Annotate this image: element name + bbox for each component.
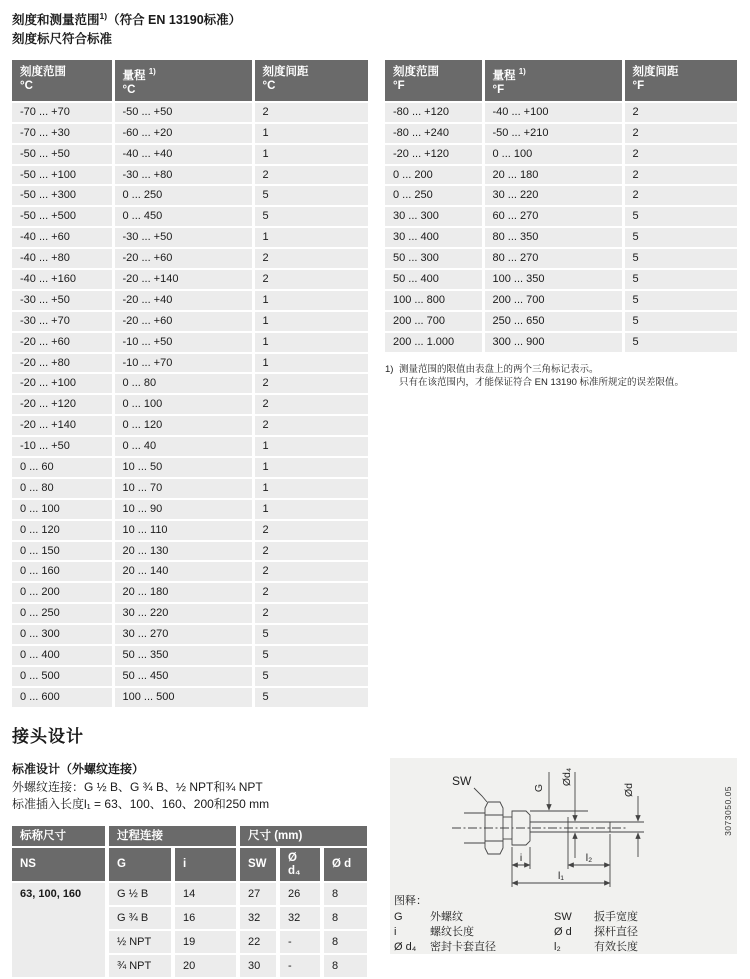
- footnote: [385, 363, 740, 389]
- table-row: [12, 582, 368, 603]
- table-row: [385, 165, 737, 186]
- table-cell: 20 ... 130: [113, 541, 253, 562]
- title-line-2: 刻度标尺符合标准: [12, 32, 113, 47]
- table-cell: 0 ... 250: [113, 185, 253, 206]
- table-cell: 2: [253, 394, 368, 415]
- legend-left-column: [394, 910, 554, 955]
- table-cell: 200 ... 700: [483, 290, 623, 311]
- table-cell: 0 ... 60: [12, 457, 113, 478]
- table-cell: 100 ... 800: [385, 290, 483, 311]
- col-header-ns: NS: [12, 847, 107, 882]
- table-cell: 2: [253, 269, 368, 290]
- table-cell: -20 ... +120: [12, 394, 113, 415]
- table-cell: 30 ... 220: [483, 185, 623, 206]
- table-cell: -50 ... +50: [113, 102, 253, 123]
- table-cell: 0 ... 120: [113, 415, 253, 436]
- table-cell: 1: [253, 332, 368, 353]
- table-cell: -70 ... +30: [12, 123, 113, 144]
- connection-length-line: 标准插入长度l₁ = 63、100、160、200和250 mm: [12, 797, 270, 811]
- connection-thread-line: 外螺纹连接：G ½ B、G ¾ B、½ NPT和¾ NPT: [12, 779, 263, 794]
- table-cell: -50 ... +300: [12, 185, 113, 206]
- table-cell: -50 ... +500: [12, 206, 113, 227]
- table-cell: 50 ... 400: [385, 269, 483, 290]
- table-cell: -20 ... +140: [113, 269, 253, 290]
- table-row: [12, 123, 368, 144]
- table-cell: 0 ... 120: [12, 520, 113, 541]
- table-row: [385, 290, 737, 311]
- legend-definition: 螺纹长度: [430, 926, 474, 938]
- table-cell: 5: [623, 269, 737, 290]
- title-line-1: [12, 7, 241, 30]
- table-cell: 5: [253, 666, 368, 687]
- table-cell: -10 ... +50: [113, 332, 253, 353]
- table-cell: 2: [623, 185, 737, 206]
- table-cell: 2: [253, 520, 368, 541]
- table-cell: 19: [173, 930, 238, 954]
- table-cell: -40 ... +80: [12, 248, 113, 269]
- table-cell: ½ NPT: [107, 930, 173, 954]
- legend-term: G: [394, 911, 403, 923]
- table-row: [12, 561, 368, 582]
- table-cell: 80 ... 350: [483, 227, 623, 248]
- table-cell: 5: [623, 227, 737, 248]
- table-row: [12, 520, 368, 541]
- table-cell: 0 ... 600: [12, 687, 113, 708]
- table-row: [12, 206, 368, 227]
- col-header-i: i: [173, 847, 238, 882]
- table-cell: 2: [253, 415, 368, 436]
- table-cell: 2: [253, 582, 368, 603]
- table-cell: 5: [253, 645, 368, 666]
- table-cell: 0 ... 250: [12, 603, 113, 624]
- table-cell: -30 ... +50: [113, 227, 253, 248]
- legend-right-column: [554, 910, 638, 955]
- table-cell: -60 ... +20: [113, 123, 253, 144]
- table-row: [385, 332, 737, 353]
- table-cell: 2: [253, 561, 368, 582]
- table-row: [12, 165, 368, 186]
- legend-term: l₂: [554, 941, 561, 953]
- table-cell: 2: [623, 144, 737, 165]
- table-cell: 30 ... 220: [113, 603, 253, 624]
- table-cell: 50 ... 450: [113, 666, 253, 687]
- page-title: [12, 7, 241, 49]
- table-row: [12, 290, 368, 311]
- footnote-text: [399, 363, 684, 389]
- table-cell: 20: [173, 954, 238, 978]
- table-row: [12, 541, 368, 562]
- table-cell: 5: [623, 248, 737, 269]
- table-cell: 5: [253, 185, 368, 206]
- table-cell: 0 ... 400: [12, 645, 113, 666]
- table-cell: 1: [253, 290, 368, 311]
- legend-term: Ø d₄: [394, 941, 417, 953]
- table-cell: 1: [253, 144, 368, 165]
- table-row: [12, 353, 368, 374]
- table-cell: 5: [253, 687, 368, 708]
- legend-term: SW: [554, 911, 572, 923]
- table-row: [385, 123, 737, 144]
- technical-drawing-panel: [390, 758, 737, 954]
- table-cell: -40 ... +160: [12, 269, 113, 290]
- table-cell: 0 ... 100: [113, 394, 253, 415]
- footnote-marker: 1): [385, 364, 394, 375]
- table-cell: 100 ... 500: [113, 687, 253, 708]
- table-cell: 16: [173, 906, 238, 930]
- group-header-nominal-size: 标称尺寸: [12, 826, 107, 847]
- thermowell-drawing: [390, 758, 737, 896]
- table-cell: 2: [253, 165, 368, 186]
- table-cell: 1: [253, 457, 368, 478]
- col-header-sw: SW: [238, 847, 278, 882]
- table-row: [12, 373, 368, 394]
- table-cell: 1: [253, 436, 368, 457]
- table-row: [12, 102, 368, 123]
- label-d: Ød: [623, 782, 635, 798]
- legend-entry: [554, 925, 638, 940]
- table-row: [385, 227, 737, 248]
- table-cell: 5: [253, 206, 368, 227]
- table-row: [12, 144, 368, 165]
- celsius-scale-table: [12, 60, 368, 709]
- legend-term: i: [394, 926, 397, 938]
- table-cell: 8: [322, 930, 367, 954]
- table-row: [12, 478, 368, 499]
- table-cell: 1: [253, 123, 368, 144]
- table-cell: 0 ... 80: [113, 373, 253, 394]
- table-cell: 0 ... 200: [385, 165, 483, 186]
- table-cell: -30 ... +80: [113, 165, 253, 186]
- table-cell: 200 ... 700: [385, 311, 483, 332]
- table-cell: -: [278, 930, 322, 954]
- table-cell: -50 ... +50: [12, 144, 113, 165]
- legend-definition: 探杆直径: [594, 926, 638, 938]
- table-cell: 1: [253, 499, 368, 520]
- table-row: [12, 332, 368, 353]
- table-cell: G ½ B: [107, 882, 173, 906]
- table-cell: 0 ... 250: [385, 185, 483, 206]
- col-header-measuring-range-c: 量程 $^{1)}$ °C: [113, 60, 253, 102]
- table-cell: 80 ... 270: [483, 248, 623, 269]
- legend-definition: 外螺纹: [430, 911, 463, 923]
- table-cell: -40 ... +40: [113, 144, 253, 165]
- fahrenheit-table-body: [385, 102, 737, 353]
- table-cell: 0 ... 500: [12, 666, 113, 687]
- table-cell: 2: [623, 165, 737, 186]
- table-cell: 0 ... 200: [12, 582, 113, 603]
- table-cell: 0 ... 100: [483, 144, 623, 165]
- legend-term: Ø d: [554, 926, 572, 938]
- celsius-table-body: [12, 102, 368, 708]
- table-cell: 5: [623, 290, 737, 311]
- table-cell: 27: [238, 882, 278, 906]
- col-header-measuring-range-f: 量程 $^{1)}$ °F: [483, 60, 623, 102]
- connection-sub-header-row: [12, 847, 367, 882]
- table-cell: -20 ... +140: [12, 415, 113, 436]
- table-cell: 8: [322, 954, 367, 978]
- table-row: [12, 499, 368, 520]
- connection-subheading: 标准设计（外螺纹连接）: [12, 762, 145, 776]
- legend-definition: 扳手宽度: [594, 911, 638, 923]
- table-cell: 10 ... 70: [113, 478, 253, 499]
- table-cell: 0 ... 160: [12, 561, 113, 582]
- table-cell: 20 ... 140: [113, 561, 253, 582]
- legend-entry: [554, 910, 638, 925]
- table-cell: -40 ... +60: [12, 227, 113, 248]
- table-cell: 2: [253, 373, 368, 394]
- table-cell: 60 ... 270: [483, 206, 623, 227]
- table-cell: -20 ... +80: [12, 353, 113, 374]
- table-cell: 5: [253, 624, 368, 645]
- drawing-legend: [394, 894, 638, 955]
- legend-definition: 有效长度: [594, 941, 638, 953]
- table-cell: -80 ... +120: [385, 102, 483, 123]
- table-cell: 22: [238, 930, 278, 954]
- col-header-scale-spacing-f: 刻度间距 °F: [623, 60, 737, 102]
- label-sw: SW: [452, 774, 472, 788]
- nominal-size-cell: 63, 100, 160: [12, 882, 107, 978]
- table-cell: -20 ... +100: [12, 373, 113, 394]
- table-cell: 8: [322, 906, 367, 930]
- table-cell: 8: [322, 882, 367, 906]
- label-i: i: [519, 852, 523, 864]
- title-footnote-marker: 1): [99, 11, 108, 21]
- table-cell: 1: [253, 311, 368, 332]
- table-row: [12, 603, 368, 624]
- connection-dimensions-table: [12, 826, 367, 979]
- table-row: [385, 269, 737, 290]
- table-cell: 20 ... 180: [113, 582, 253, 603]
- table-cell: 2: [253, 248, 368, 269]
- table-row: [12, 666, 368, 687]
- table-cell: 1: [253, 478, 368, 499]
- footnote-line-1: 测量范围的限值由表盘上的两个三角标记表示。: [399, 364, 599, 375]
- table-cell: 0 ... 450: [113, 206, 253, 227]
- document-number: 3073050.05: [723, 786, 733, 836]
- table-row: [12, 394, 368, 415]
- table-cell: 10 ... 110: [113, 520, 253, 541]
- table-cell: -20 ... +60: [12, 332, 113, 353]
- table-cell: 50 ... 350: [113, 645, 253, 666]
- table-cell: -30 ... +50: [12, 290, 113, 311]
- table-cell: 0 ... 100: [12, 499, 113, 520]
- section-heading-connection-design: 接头设计: [12, 727, 84, 746]
- table-cell: 300 ... 900: [483, 332, 623, 353]
- table-row: [12, 248, 368, 269]
- footnote-line-2: 只有在该范围内，才能保证符合 EN 13190 标准所规定的误差限值。: [399, 377, 685, 388]
- title-standard: （符合 EN 13190标准）: [107, 13, 242, 28]
- label-g: G: [533, 783, 545, 793]
- table-cell: -20 ... +40: [113, 290, 253, 311]
- table-cell: -70 ... +70: [12, 102, 113, 123]
- table-cell: 20 ... 180: [483, 165, 623, 186]
- table-row: [12, 457, 368, 478]
- table-cell: 32: [278, 906, 322, 930]
- sw-leader-line: [474, 788, 487, 802]
- table-cell: 30 ... 270: [113, 624, 253, 645]
- table-cell: 100 ... 350: [483, 269, 623, 290]
- col-header-scale-spacing-c: 刻度间距 °C: [253, 60, 368, 102]
- table-cell: -10 ... +70: [113, 353, 253, 374]
- col-header-scale-range-c: 刻度范围 °C: [12, 60, 113, 102]
- table-cell: 10 ... 50: [113, 457, 253, 478]
- table-cell: 250 ... 650: [483, 311, 623, 332]
- table-row: [12, 436, 368, 457]
- table-row: [12, 645, 368, 666]
- col-header-d: Ø d: [322, 847, 367, 882]
- table-cell: 5: [623, 332, 737, 353]
- table-cell: 5: [623, 206, 737, 227]
- connection-group-header-row: [12, 826, 367, 847]
- table-cell: -50 ... +100: [12, 165, 113, 186]
- table-cell: 2: [623, 102, 737, 123]
- table-cell: 32: [238, 906, 278, 930]
- table-cell: 0 ... 80: [12, 478, 113, 499]
- legend-entry: [394, 940, 554, 955]
- table-cell: -50 ... +210: [483, 123, 623, 144]
- table-row: [12, 227, 368, 248]
- group-header-process-connection: 过程连接: [107, 826, 238, 847]
- table-row: [12, 311, 368, 332]
- table-row: [385, 102, 737, 123]
- col-header-d4: Ø d₄: [278, 847, 322, 882]
- table-cell: G ¾ B: [107, 906, 173, 930]
- table-row: [385, 185, 737, 206]
- table-row: [385, 311, 737, 332]
- connection-table-body: [12, 882, 367, 978]
- table-cell: 30: [238, 954, 278, 978]
- legend-definition: 密封卡套直径: [430, 941, 496, 953]
- table-cell: 2: [623, 123, 737, 144]
- table-cell: 10 ... 90: [113, 499, 253, 520]
- fahrenheit-header-row: [385, 60, 737, 102]
- table-cell: -20 ... +60: [113, 248, 253, 269]
- table-row: [12, 687, 368, 708]
- legend-entry: [394, 925, 554, 940]
- label-l1: l₁: [558, 870, 564, 882]
- group-header-dimensions-mm: 尺寸 (mm): [238, 826, 367, 847]
- fahrenheit-scale-table: [385, 60, 737, 354]
- table-cell: 0 ... 300: [12, 624, 113, 645]
- table-row: [385, 206, 737, 227]
- table-row: [12, 624, 368, 645]
- col-header-scale-range-f: 刻度范围 °F: [385, 60, 483, 102]
- table-cell: 0 ... 150: [12, 541, 113, 562]
- table-cell: 200 ... 1.000: [385, 332, 483, 353]
- table-cell: -10 ... +50: [12, 436, 113, 457]
- table-cell: -40 ... +100: [483, 102, 623, 123]
- table-cell: -20 ... +120: [385, 144, 483, 165]
- table-cell: 1: [253, 353, 368, 374]
- table-cell: -20 ... +60: [113, 311, 253, 332]
- table-cell: 0 ... 40: [113, 436, 253, 457]
- table-cell: -30 ... +70: [12, 311, 113, 332]
- table-row: [12, 269, 368, 290]
- connection-standard-block: [12, 761, 269, 814]
- table-cell: 26: [278, 882, 322, 906]
- legend-entry: [394, 910, 554, 925]
- label-l2: l₂: [585, 852, 593, 864]
- table-row: [385, 144, 737, 165]
- table-cell: -: [278, 954, 322, 978]
- title-main: 刻度和测量范围: [12, 13, 100, 28]
- table-cell: 2: [253, 102, 368, 123]
- table-cell: 2: [253, 603, 368, 624]
- table-cell: 14: [173, 882, 238, 906]
- table-cell: ¾ NPT: [107, 954, 173, 978]
- table-row: [12, 882, 367, 906]
- celsius-header-row: [12, 60, 368, 102]
- table-row: [12, 185, 368, 206]
- table-cell: -80 ... +240: [385, 123, 483, 144]
- label-d4: Ød₄: [561, 767, 573, 787]
- table-cell: 30 ... 400: [385, 227, 483, 248]
- table-row: [385, 248, 737, 269]
- legend-title: 图释：: [394, 895, 427, 907]
- table-row: [12, 415, 368, 436]
- table-cell: 2: [253, 541, 368, 562]
- table-cell: 30 ... 300: [385, 206, 483, 227]
- table-cell: 50 ... 300: [385, 248, 483, 269]
- legend-entry: [554, 940, 638, 955]
- table-cell: 1: [253, 227, 368, 248]
- col-header-g: G: [107, 847, 173, 882]
- table-cell: 5: [623, 311, 737, 332]
